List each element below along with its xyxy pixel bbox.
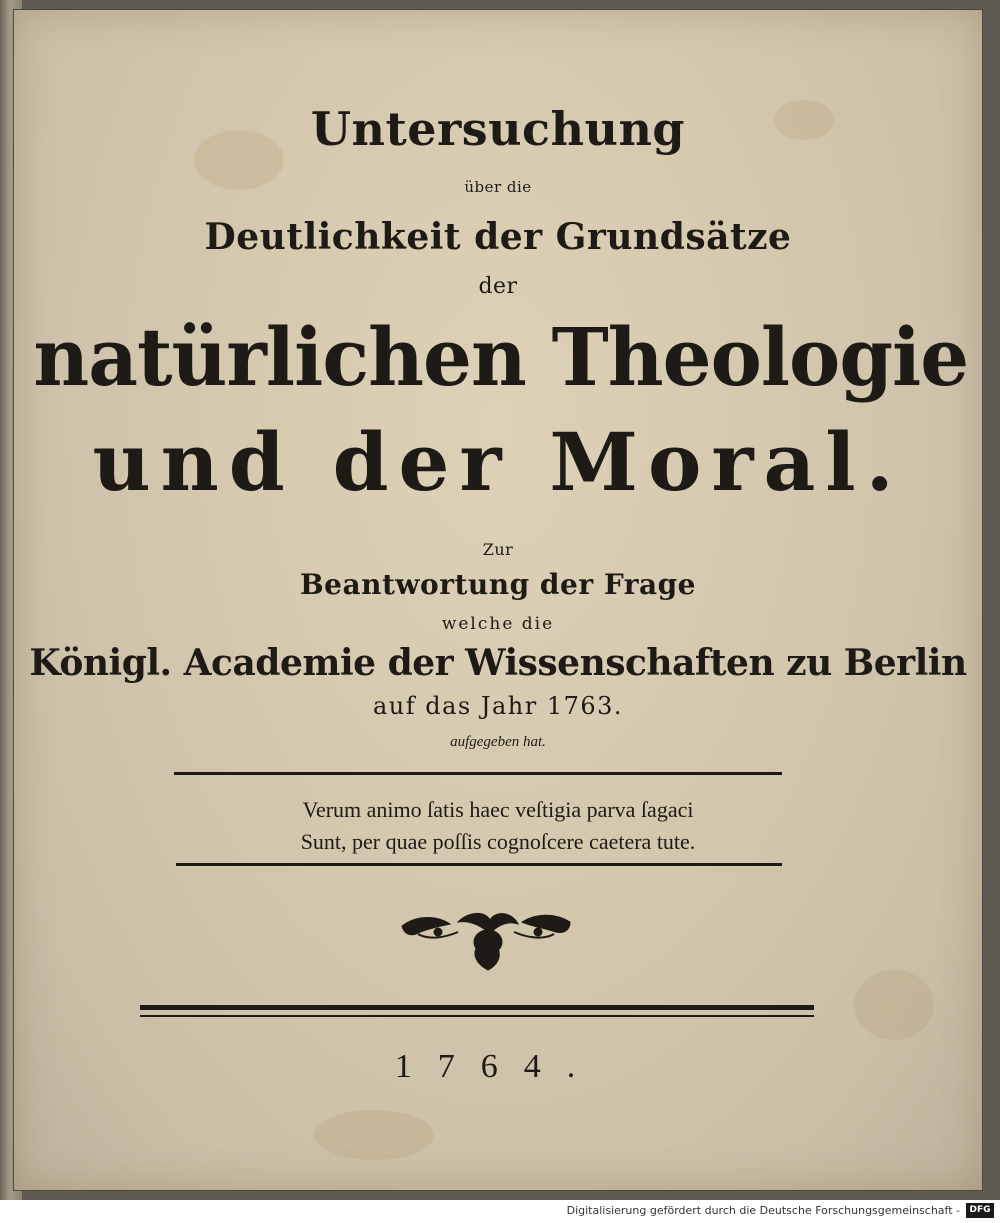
title-line-untersuchung: Untersuchung — [310, 102, 686, 156]
printers-ornament — [398, 904, 574, 972]
imprint-thin-rule — [140, 1015, 814, 1017]
title-line-jahr: auf das Jahr 1763. — [372, 692, 624, 720]
paper-stain — [314, 1110, 434, 1160]
motto-line-1: Verum animo ſatis haec veſtigia parva ſagaci — [302, 797, 694, 822]
title-line-zur: Zur — [482, 540, 514, 559]
digitization-footer — [0, 1200, 1000, 1223]
title-page — [14, 10, 982, 1190]
motto-top-rule — [174, 772, 782, 775]
funding-note: Digitalisierung gefördert durch die Deutsche Forschungsgemeinschaft - — [566, 1204, 960, 1217]
paper-stain — [854, 970, 934, 1040]
title-line-academie: Königl. Academie der Wissenschaften zu Berlin — [29, 642, 967, 684]
title-line-der: der — [478, 274, 518, 299]
title-line-welche-die: welche die — [441, 614, 555, 634]
motto-line-2: Sunt, per quae poſſis cognoſcere caetera tute. — [300, 829, 696, 854]
imprint-thick-rule — [140, 1005, 814, 1010]
title-line-beantwortung: Beantwortung der Frage — [300, 568, 696, 601]
dfg-logo: DFG — [966, 1203, 994, 1218]
title-line-deutlichkeit: Deutlichkeit der Grundsätze — [204, 216, 792, 258]
imprint-year: 1764. — [394, 1048, 602, 1085]
title-line-natuerlichen-theologie: natürlichen Theologie — [33, 310, 969, 404]
title-line-ueber-die: über die — [464, 178, 532, 196]
title-line-aufgegeben: aufgegeben hat. — [450, 734, 546, 750]
motto-bottom-rule — [176, 863, 782, 866]
title-line-und-der-moral: und der Moral. — [92, 415, 904, 509]
